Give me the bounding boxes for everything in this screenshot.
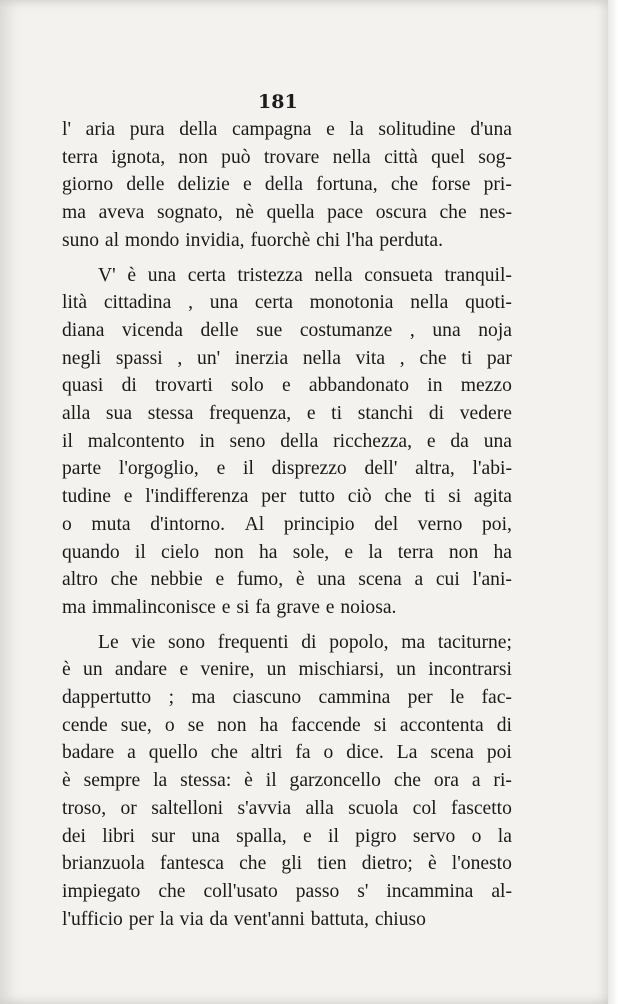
page-number: 181 — [258, 91, 298, 113]
text-line: V' è una certa tristezza nella consueta tranquil- — [98, 264, 512, 286]
text-line: lità cittadina , una certa monotonia nella quoti- — [62, 292, 512, 314]
text-line: dappertutto ; ma ciascuno cammina per le fac- — [62, 687, 512, 709]
text-line: parte l'orgoglio, e il disprezzo dell' altra, l'abi- — [62, 458, 512, 480]
text-line: giorno delle delizie e della fortuna, che forse pri- — [62, 174, 512, 196]
text-line: Le vie sono frequenti di popolo, ma taciturne; — [98, 631, 512, 653]
text-line: quando il cielo non ha sole, e la terra non ha — [62, 541, 512, 563]
paragraph-gap — [62, 255, 512, 262]
text-line: il malcontento in seno della ricchezza, e da una — [62, 430, 512, 452]
text-line: è un andare e venire, un mischiarsi, un incontrarsi — [62, 659, 512, 681]
text-line: ma immalinconisce e si fa grave e noiosa. — [62, 596, 397, 618]
text-line: diana vicenda delle sue costumanze , una noja — [62, 319, 512, 341]
text-line: alla sua stessa frequenza, e ti stanchi di vedere — [62, 403, 512, 425]
text-line: l' aria pura della campagna e la solitudine d'una — [62, 119, 512, 140]
text-line: negli spassi , un' inerzia nella vita , che ti par — [62, 347, 512, 369]
paragraph-gap — [62, 622, 512, 629]
text-line: suno al mondo invidia, fuorchè chi l'ha perduta. — [62, 229, 443, 251]
body-text — [62, 116, 512, 933]
text-line: tudine e l'indifferenza per tutto ciò che ti si agita — [62, 486, 512, 508]
text-line: terra ignota, non può trovare nella città quel sog- — [62, 146, 512, 168]
text-line: dei libri sur una spalla, e il pigro servo o la — [62, 825, 512, 847]
text-line: quasi di trovarti solo e abbandonato in mezzo — [62, 375, 512, 397]
text-line: brianzuola fantesca che gli tien dietro; è l'onesto — [62, 853, 512, 875]
text-line: l'ufficio per la via da vent'anni battuta, chiuso — [62, 908, 426, 930]
page-edge — [608, 0, 618, 1004]
text-line: badare a quello che altri fa o dice. La scena poi — [62, 742, 512, 764]
text-line: o muta d'intorno. Al principio del verno poi, — [62, 513, 512, 535]
text-line: troso, or saltelloni s'avvia alla scuola col fascetto — [62, 797, 512, 819]
text-line: cende sue, o se non ha faccende si accontenta di — [62, 714, 512, 736]
text-line: è sempre la stessa: è il garzoncello che ora a ri- — [62, 770, 512, 792]
text-line: altro che nebbie e fumo, è una scena a cui l'ani- — [62, 569, 512, 591]
text-line: ma aveva sognato, nè quella pace oscura che nes- — [62, 202, 512, 224]
text-line: impiegato che coll'usato passo s' incammina al- — [62, 880, 512, 902]
